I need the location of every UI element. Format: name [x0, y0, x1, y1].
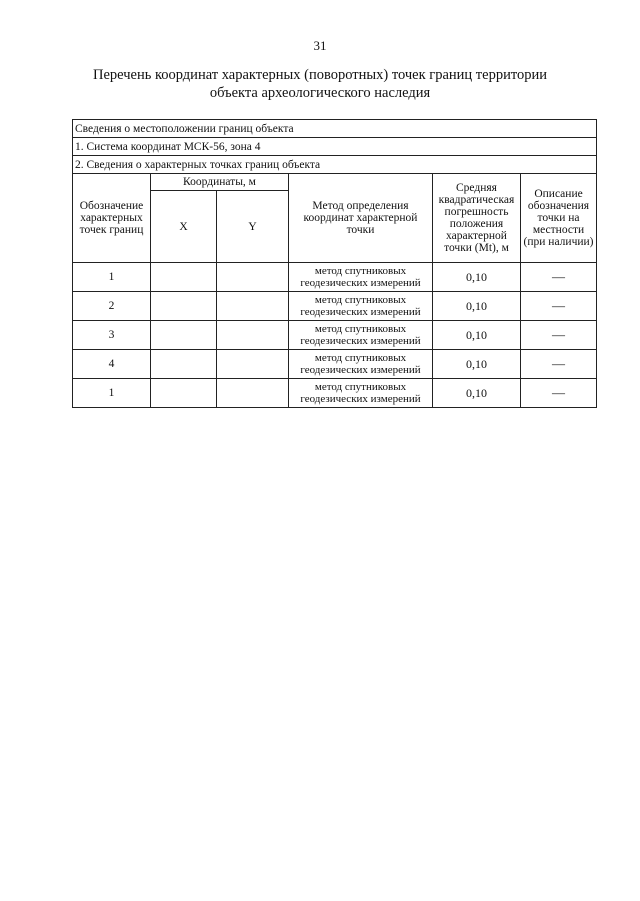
- table-row: [73, 350, 597, 379]
- page-number: 31: [313, 38, 327, 53]
- section-header: Сведения о местоположении границ объекта: [73, 120, 597, 138]
- y-cell: [217, 350, 289, 379]
- x-cell: [151, 379, 217, 408]
- table-row: [73, 263, 597, 292]
- x-cell: [151, 292, 217, 321]
- point-cell: 2: [73, 292, 151, 321]
- method-cell: [289, 321, 433, 350]
- x-cell: [151, 263, 217, 292]
- header-y: Y: [217, 191, 289, 263]
- y-cell: [217, 379, 289, 408]
- header-description: Описание обозначения точки на местности (при наличии): [521, 174, 597, 263]
- table-row: [73, 379, 597, 408]
- description-cell: —: [521, 379, 597, 408]
- point-cell: 3: [73, 321, 151, 350]
- y-cell: [217, 321, 289, 350]
- method-line-1: метод спутниковых: [314, 323, 407, 335]
- method-line-2: геодезических измерений: [300, 306, 421, 318]
- method-line-1: метод спутниковых: [314, 352, 407, 364]
- method-line-1: метод спутниковых: [314, 381, 407, 393]
- description-cell: —: [521, 292, 597, 321]
- method-cell: [289, 263, 433, 292]
- accuracy-cell: 0,10: [433, 292, 521, 321]
- point-cell: 1: [73, 263, 151, 292]
- header-accuracy: Средняя квадратическая погрешность положения характерной точки (Mt), м: [433, 174, 521, 263]
- method-line-2: геодезических измерений: [300, 364, 421, 376]
- accuracy-cell: 0,10: [433, 350, 521, 379]
- document-title-line-1: Перечень координат характерных (поворотных) точек границ территории: [92, 67, 548, 83]
- x-cell: [151, 350, 217, 379]
- point-cell: 1: [73, 379, 151, 408]
- method-line-2: геодезических измерений: [300, 335, 421, 347]
- description-cell: —: [521, 321, 597, 350]
- method-line-1: метод спутниковых: [314, 265, 407, 277]
- y-cell: [217, 263, 289, 292]
- accuracy-cell: 0,10: [433, 379, 521, 408]
- point-cell: 4: [73, 350, 151, 379]
- coordinates-table: [72, 119, 597, 408]
- method-cell: [289, 379, 433, 408]
- header-point-designation: Обозначение характерных точек границ: [73, 174, 151, 263]
- method-cell: [289, 292, 433, 321]
- description-cell: —: [521, 263, 597, 292]
- header-x: X: [151, 191, 217, 263]
- x-cell: [151, 321, 217, 350]
- header-method: Метод определения координат характерной точки: [289, 174, 433, 263]
- accuracy-cell: 0,10: [433, 263, 521, 292]
- header-coordinates: Координаты, м: [151, 174, 289, 191]
- coordinate-system-row: 1. Система координат МСК-56, зона 4: [73, 138, 597, 156]
- document-title-line-2: объекта археологического наследия: [209, 85, 431, 101]
- method-cell: [289, 350, 433, 379]
- description-cell: —: [521, 350, 597, 379]
- table-row: [73, 292, 597, 321]
- method-line-1: метод спутниковых: [314, 294, 407, 306]
- points-info-row: 2. Сведения о характерных точках границ объекта: [73, 156, 597, 174]
- table-row: [73, 321, 597, 350]
- method-line-2: геодезических измерений: [300, 277, 421, 289]
- accuracy-cell: 0,10: [433, 321, 521, 350]
- y-cell: [217, 292, 289, 321]
- method-line-2: геодезических измерений: [300, 393, 421, 405]
- document-title: [80, 66, 560, 102]
